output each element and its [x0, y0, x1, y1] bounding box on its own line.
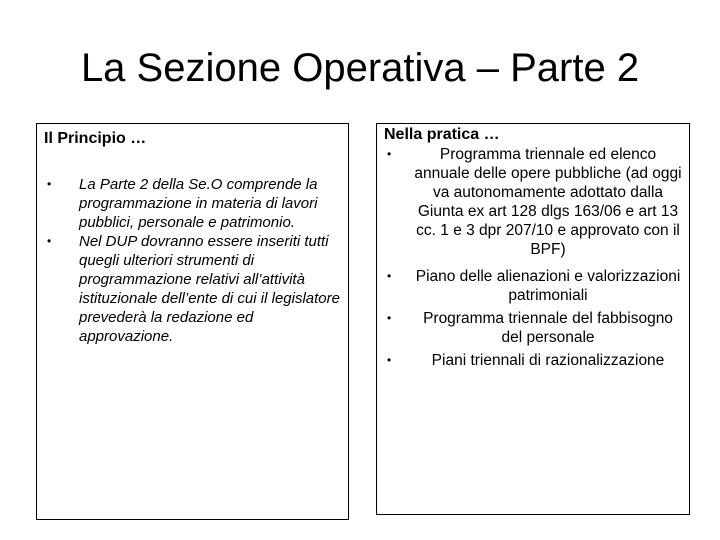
practice-box	[376, 123, 690, 515]
list-item-text: Nel DUP dovranno essere inseriti tutti quegli ulteriori strumenti di programmazione relativi all’attività istituzionale dell’ente di cui il legislatore prevederà la redazione ed approvazione.	[79, 233, 340, 345]
principle-list	[44, 175, 340, 346]
list-item	[44, 232, 340, 346]
practice-list	[384, 145, 685, 370]
bullet-icon: •	[387, 147, 392, 161]
list-item-text: Piano delle alienazioni e valorizzazioni patrimoniali	[415, 268, 681, 304]
list-item-text: Programma triennale del fabbisogno del personale	[423, 310, 673, 346]
bullet-icon: •	[47, 234, 52, 248]
list-item	[384, 309, 685, 347]
list-item-text: Programma triennale ed elenco annuale delle opere pubbliche (ad oggi va autonomamente adottato dalla Giunta ex art 128 dlgs 163/06 e art 13 cc. 1 e 3 dpr 207/10 e approvato con il BPF)	[414, 146, 682, 258]
bullet-icon: •	[47, 177, 52, 191]
slide-title: La Sezione Operativa – Parte 2	[80, 46, 640, 90]
practice-heading: Nella pratica …	[384, 126, 500, 143]
list-item	[384, 145, 685, 259]
principle-box	[36, 123, 349, 520]
bullet-icon: •	[387, 353, 392, 367]
list-item	[384, 267, 685, 305]
bullet-icon: •	[387, 269, 392, 283]
list-item-text: La Parte 2 della Se.O comprende la programmazione in materia di lavori pubblici, personale e patrimonio.	[79, 176, 318, 231]
principle-heading: Il Principio …	[44, 130, 147, 147]
list-item	[384, 351, 685, 370]
list-item-text: Piani triennali di razionalizzazione	[431, 352, 665, 369]
bullet-icon: •	[387, 311, 392, 325]
list-item	[44, 175, 340, 232]
